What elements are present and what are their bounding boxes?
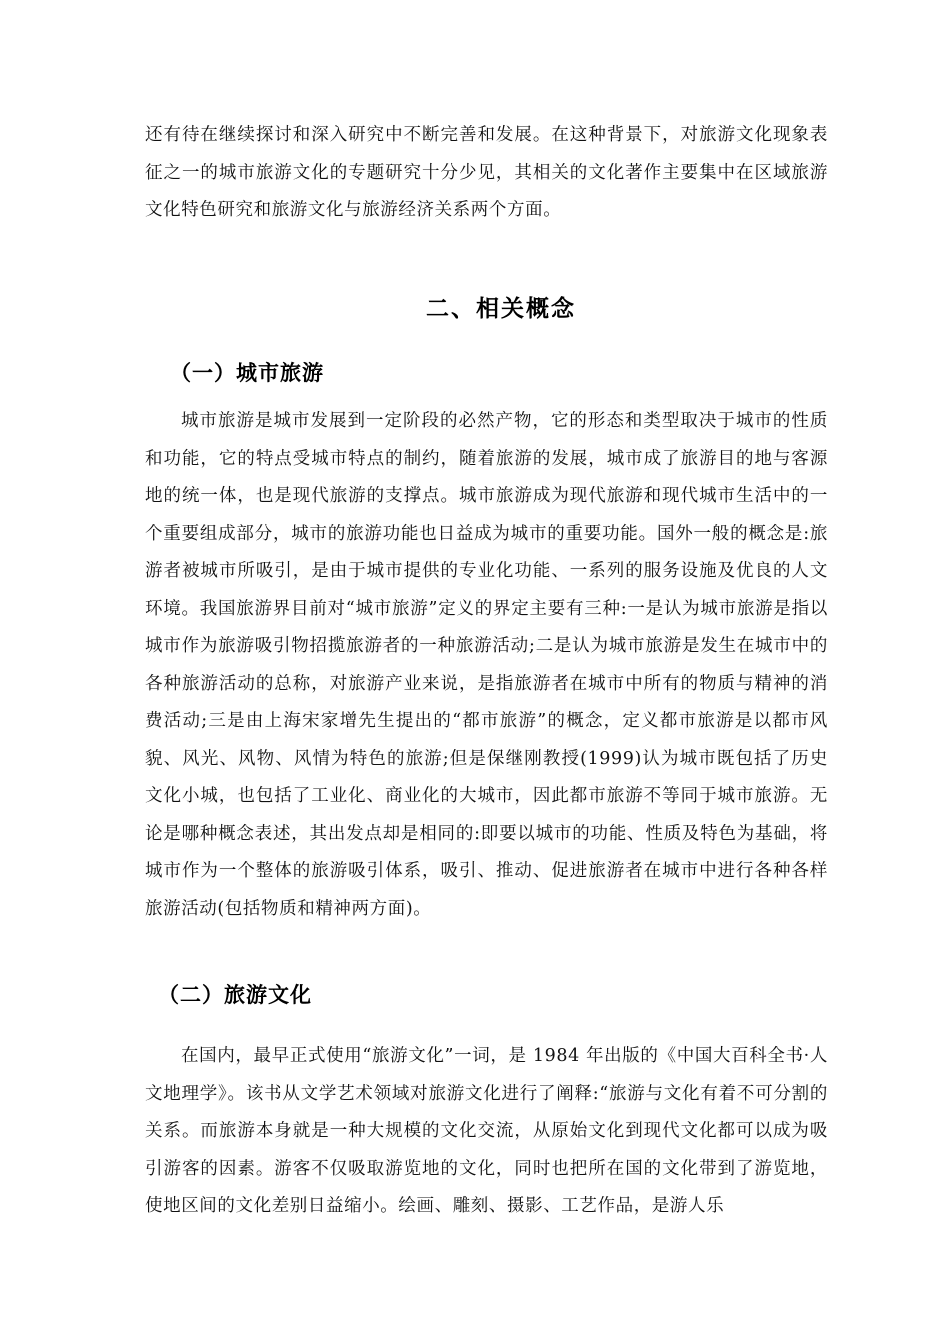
section-title: 二、相关概念 bbox=[426, 296, 576, 322]
paragraph-urban-tourism: 城市旅游是城市发展到一定阶段的必然产物，它的形态和类型取决于城市的性质和功能，它的特点受城市特点的制约，随着旅游的发展，城市成了旅游目的地与客源地的统一体，也是现代旅游的支撑点。城市旅游成为现代旅游和现代城市生活中的一个重要组成部分，城市的旅游功能也日益成为城市的重要功能。国外一般的概念是:旅游者被城市所吸引，是由于城市提供的专业化功能、一系列的服务设施及优良的人文环境。我国旅游界目前对“城市旅游”定义的界定主要有三种:一是认为城市旅游是指以城市作为旅游吸引物招揽旅游者的一种旅游活动;二是认为城市旅游是发生在城市中的各种旅游活动的总称，对旅游产业来说，是指旅游者在城市中所有的物质与精神的消费活动;三是由上海宋家增先生提出的“都市旅游”的概念，定义都市旅游是以都市风貌、风光、风物、风情为特色的旅游;但是保继刚教授(1999)认为城市既包括了历史文化小城，也包括了工业化、商业化的大城市，因此都市旅游不等同于城市旅游。无论是哪种概念表述，其出发点却是相同的:即要以城市的功能、性质及特色为基础，将城市作为一个整体的旅游吸引体系，吸引、推动、促进旅游者在城市中进行各种各样旅游活动(包括物质和精神两方面)。 bbox=[145, 411, 828, 919]
paragraph-tourism-culture: 在国内，最早正式使用“旅游文化”一词，是 1984 年出版的《中国大百科全书·人文地理学》。该书从文学艺术领域对旅游文化进行了阐释:“旅游与文化有着不可分割的关系。而旅游本身就是一种大规模的文化交流，从原始文化到现代文化都可以成为吸引游客的因素。游客不仅吸取游览地的文化，同时也把所在国的文化带到了游览地，使地区间的文化差别日益缩小。绘画、雕刻、摄影、工艺作品，是游人乐 bbox=[145, 1046, 828, 1216]
paragraph-intro-continuation: 还有待在继续探讨和深入研究中不断完善和发展。在这种背景下，对旅游文化现象表征之一的城市旅游文化的专题研究十分少见，其相关的文化著作主要集中在区域旅游文化特色研究和旅游文化与旅游经济关系两个方面。 bbox=[145, 125, 828, 220]
subsection-title-urban-tourism: （一）城市旅游 bbox=[170, 361, 324, 385]
subsection-title-tourism-culture: （二）旅游文化 bbox=[158, 983, 312, 1007]
